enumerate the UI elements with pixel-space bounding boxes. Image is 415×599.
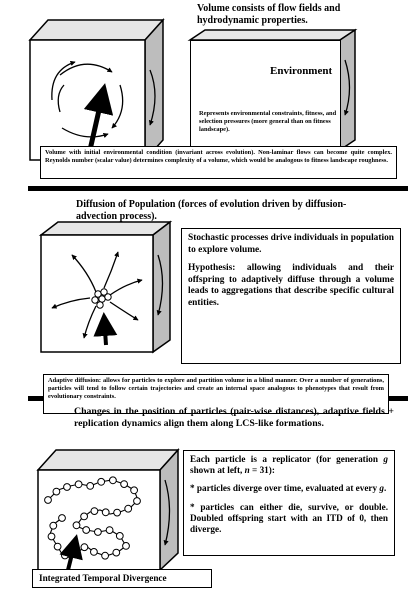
replicator-particle (81, 544, 88, 551)
replicator-particle (134, 498, 141, 505)
replicator-particle (113, 549, 120, 556)
adaptive-diffusion-text: Adaptive diffusion: allows for particles to explore and partition volume in a blind manner. Over a number of generations, particles will tend to follow certain trajectories and create an internal space analogous to phenotypes that result from evolutionary constraints. (48, 377, 384, 400)
panel1-title: Volume consists of flow fields and hydrodynamic properties. (197, 3, 341, 26)
replicator-particle (54, 543, 61, 550)
replicator-particle (64, 484, 71, 491)
replicator-particle (98, 478, 105, 485)
panel3-title: Changes in the position of particles (pair-wise distances), adaptive fields + replication dynamics align them along LCS-like formations. (74, 406, 394, 429)
itd-label: Integrated Temporal Divergence (39, 573, 167, 583)
replicator-particle (91, 508, 98, 515)
volume-description: Volume with initial environmental condition (invariant across evolution). Non-laminar flows can become quite complex. Reynolds number (scalar value) determines complexity of a volume, which would be analogous to fitness landscape roughness. (45, 149, 392, 165)
panel2-title: Diffusion of Population (forces of evolution driven by diffusion-advection process). (76, 199, 347, 222)
replicator-particle (91, 549, 98, 556)
double-text: * particles can either die, survive, or double. Doubled offspring start with an ITD of 0, then diverge. (190, 501, 388, 535)
hypothesis-box (181, 228, 401, 364)
replicator-particle (123, 543, 130, 550)
replicator-particle (53, 488, 60, 495)
separator-1 (28, 186, 408, 191)
replicator-particle (83, 527, 90, 534)
replicator-particle (48, 533, 55, 540)
replicator-particle (116, 533, 123, 540)
replicator-box (183, 450, 395, 556)
replicator-particle (87, 483, 94, 490)
environment-description: Represents environmental constraints, fitness, and selection pressures (more general than on fitness landscape). (199, 110, 337, 133)
replicator-particle (121, 481, 128, 488)
replicator-particle (59, 515, 66, 522)
replicator-particle (106, 527, 113, 534)
diverge-text: * particles diverge over time, evaluated at every g. (190, 483, 387, 494)
replicator-particle (114, 509, 121, 516)
replicator-particle (102, 509, 109, 516)
replicator-particle (62, 552, 69, 559)
replicator-particle (81, 513, 88, 520)
replicator-particle (110, 477, 117, 484)
environment-label: Environment (270, 65, 333, 77)
replicator-particle (73, 522, 80, 529)
pointer-arrow-2 (104, 316, 106, 345)
hypothesis-text: Hypothesis: allowing individuals and their offspring to adaptively diffuse through a volume leads to aggregations that describe specific cultural entities. (188, 263, 394, 308)
replicator-particle (75, 481, 82, 488)
replicator-text: Each particle is a replicator (for generation g shown at left, n = 31): (190, 454, 389, 476)
itd-label-box (32, 569, 212, 588)
replicator-particle (125, 505, 132, 512)
environment-face (190, 40, 341, 151)
replicator-particle (102, 552, 109, 559)
replicator-particle (131, 487, 138, 494)
cube-volume-1 (30, 20, 163, 160)
volume-description-box (40, 146, 397, 179)
replicator-particle (45, 497, 52, 504)
replicator-particle (50, 522, 57, 529)
stochastic-text: Stochastic processes drive individuals in population to explore volume. (188, 233, 394, 255)
replicator-particle (95, 529, 102, 536)
